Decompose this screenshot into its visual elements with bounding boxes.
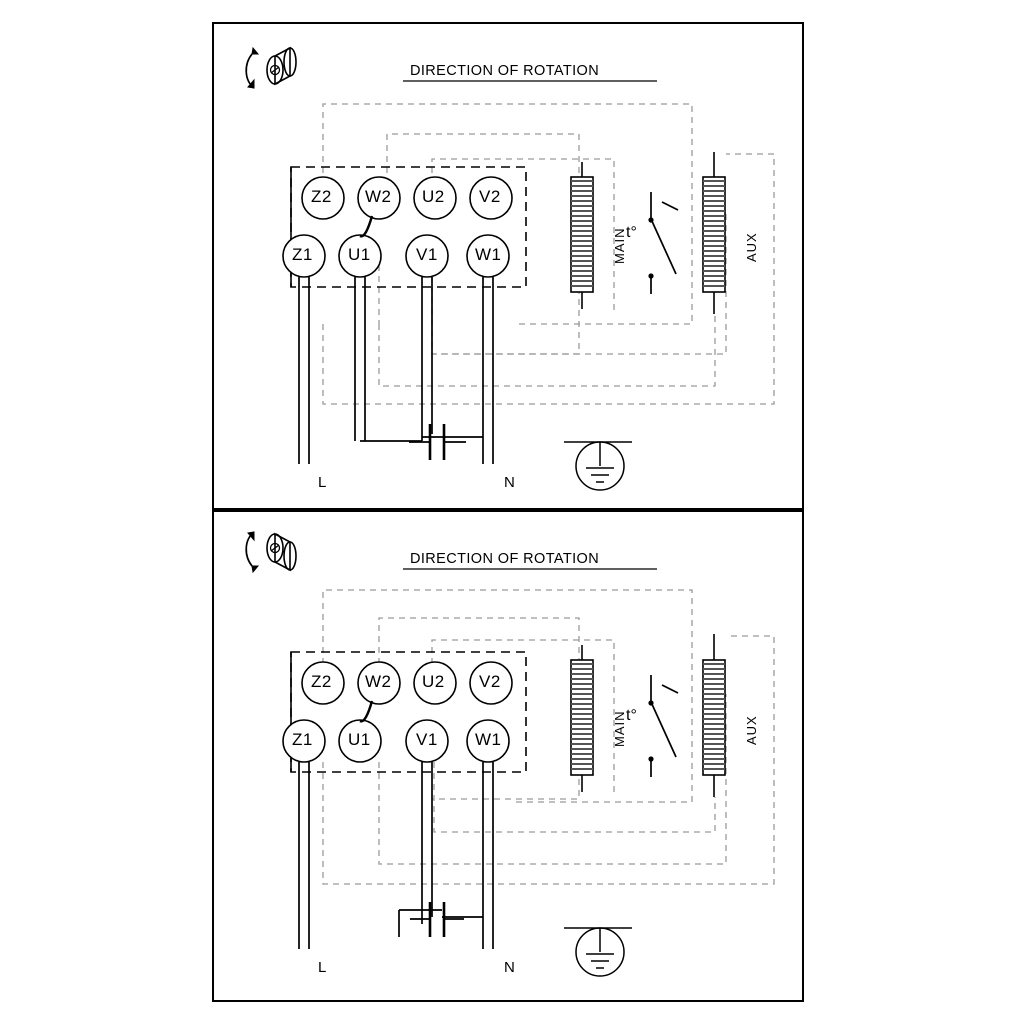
supply-label-L: L (318, 474, 327, 491)
supply-wires (299, 277, 493, 464)
supply-wires (299, 762, 493, 949)
capacitor (410, 902, 464, 937)
terminal-label-W2: W2 (365, 187, 392, 206)
terminal-label-Z2: Z2 (311, 672, 332, 691)
terminal-label-U2: U2 (422, 187, 445, 206)
thermal-switch-label: t° (626, 707, 637, 724)
thermal-switch (648, 192, 678, 294)
terminal-label-Z1: Z1 (292, 730, 313, 749)
supply-label-N: N (504, 959, 515, 976)
terminal-link-w2-u1 (360, 216, 372, 236)
winding-main-label: MAIN (612, 227, 627, 264)
capacitor (409, 424, 466, 460)
terminal-label-W2: W2 (365, 672, 392, 691)
supply-label-N: N (504, 474, 515, 491)
terminal-label-W1: W1 (475, 730, 502, 749)
terminal-label-V1: V1 (416, 245, 438, 264)
panel-top-heading: DIRECTION OF ROTATION (410, 63, 600, 79)
motor-shaft-cw-rotation-icon (246, 532, 296, 572)
panel-bottom-drawing (214, 512, 802, 1000)
terminal-label-U1: U1 (348, 245, 371, 264)
terminal-label-Z1: Z1 (292, 245, 313, 264)
winding-aux (703, 634, 725, 797)
diagram-panel-bottom (212, 510, 804, 1002)
terminal-label-U1: U1 (348, 730, 371, 749)
terminal-link-w2-u1 (360, 701, 372, 721)
winding-main (571, 162, 593, 309)
earth-symbol (564, 928, 632, 976)
winding-aux (703, 152, 725, 314)
earth-symbol (564, 442, 632, 490)
terminal-label-V2: V2 (479, 187, 501, 206)
diagram-panel-top (212, 22, 804, 510)
thermal-switch (648, 675, 678, 777)
winding-main-label: MAIN (612, 710, 627, 747)
terminal-label-V1: V1 (416, 730, 438, 749)
supply-label-L: L (318, 959, 327, 976)
winding-main (571, 645, 593, 792)
terminal-label-U2: U2 (422, 672, 445, 691)
terminal-label-V2: V2 (479, 672, 501, 691)
terminal-label-W1: W1 (475, 245, 502, 264)
winding-aux-label: AUX (744, 232, 759, 262)
panel-top-drawing (214, 24, 802, 508)
terminal-label-Z2: Z2 (311, 187, 332, 206)
panel-bottom-heading: DIRECTION OF ROTATION (410, 551, 600, 567)
motor-shaft-ccw-rotation-icon (246, 48, 296, 88)
winding-aux-label: AUX (744, 715, 759, 745)
thermal-switch-label: t° (626, 224, 637, 241)
